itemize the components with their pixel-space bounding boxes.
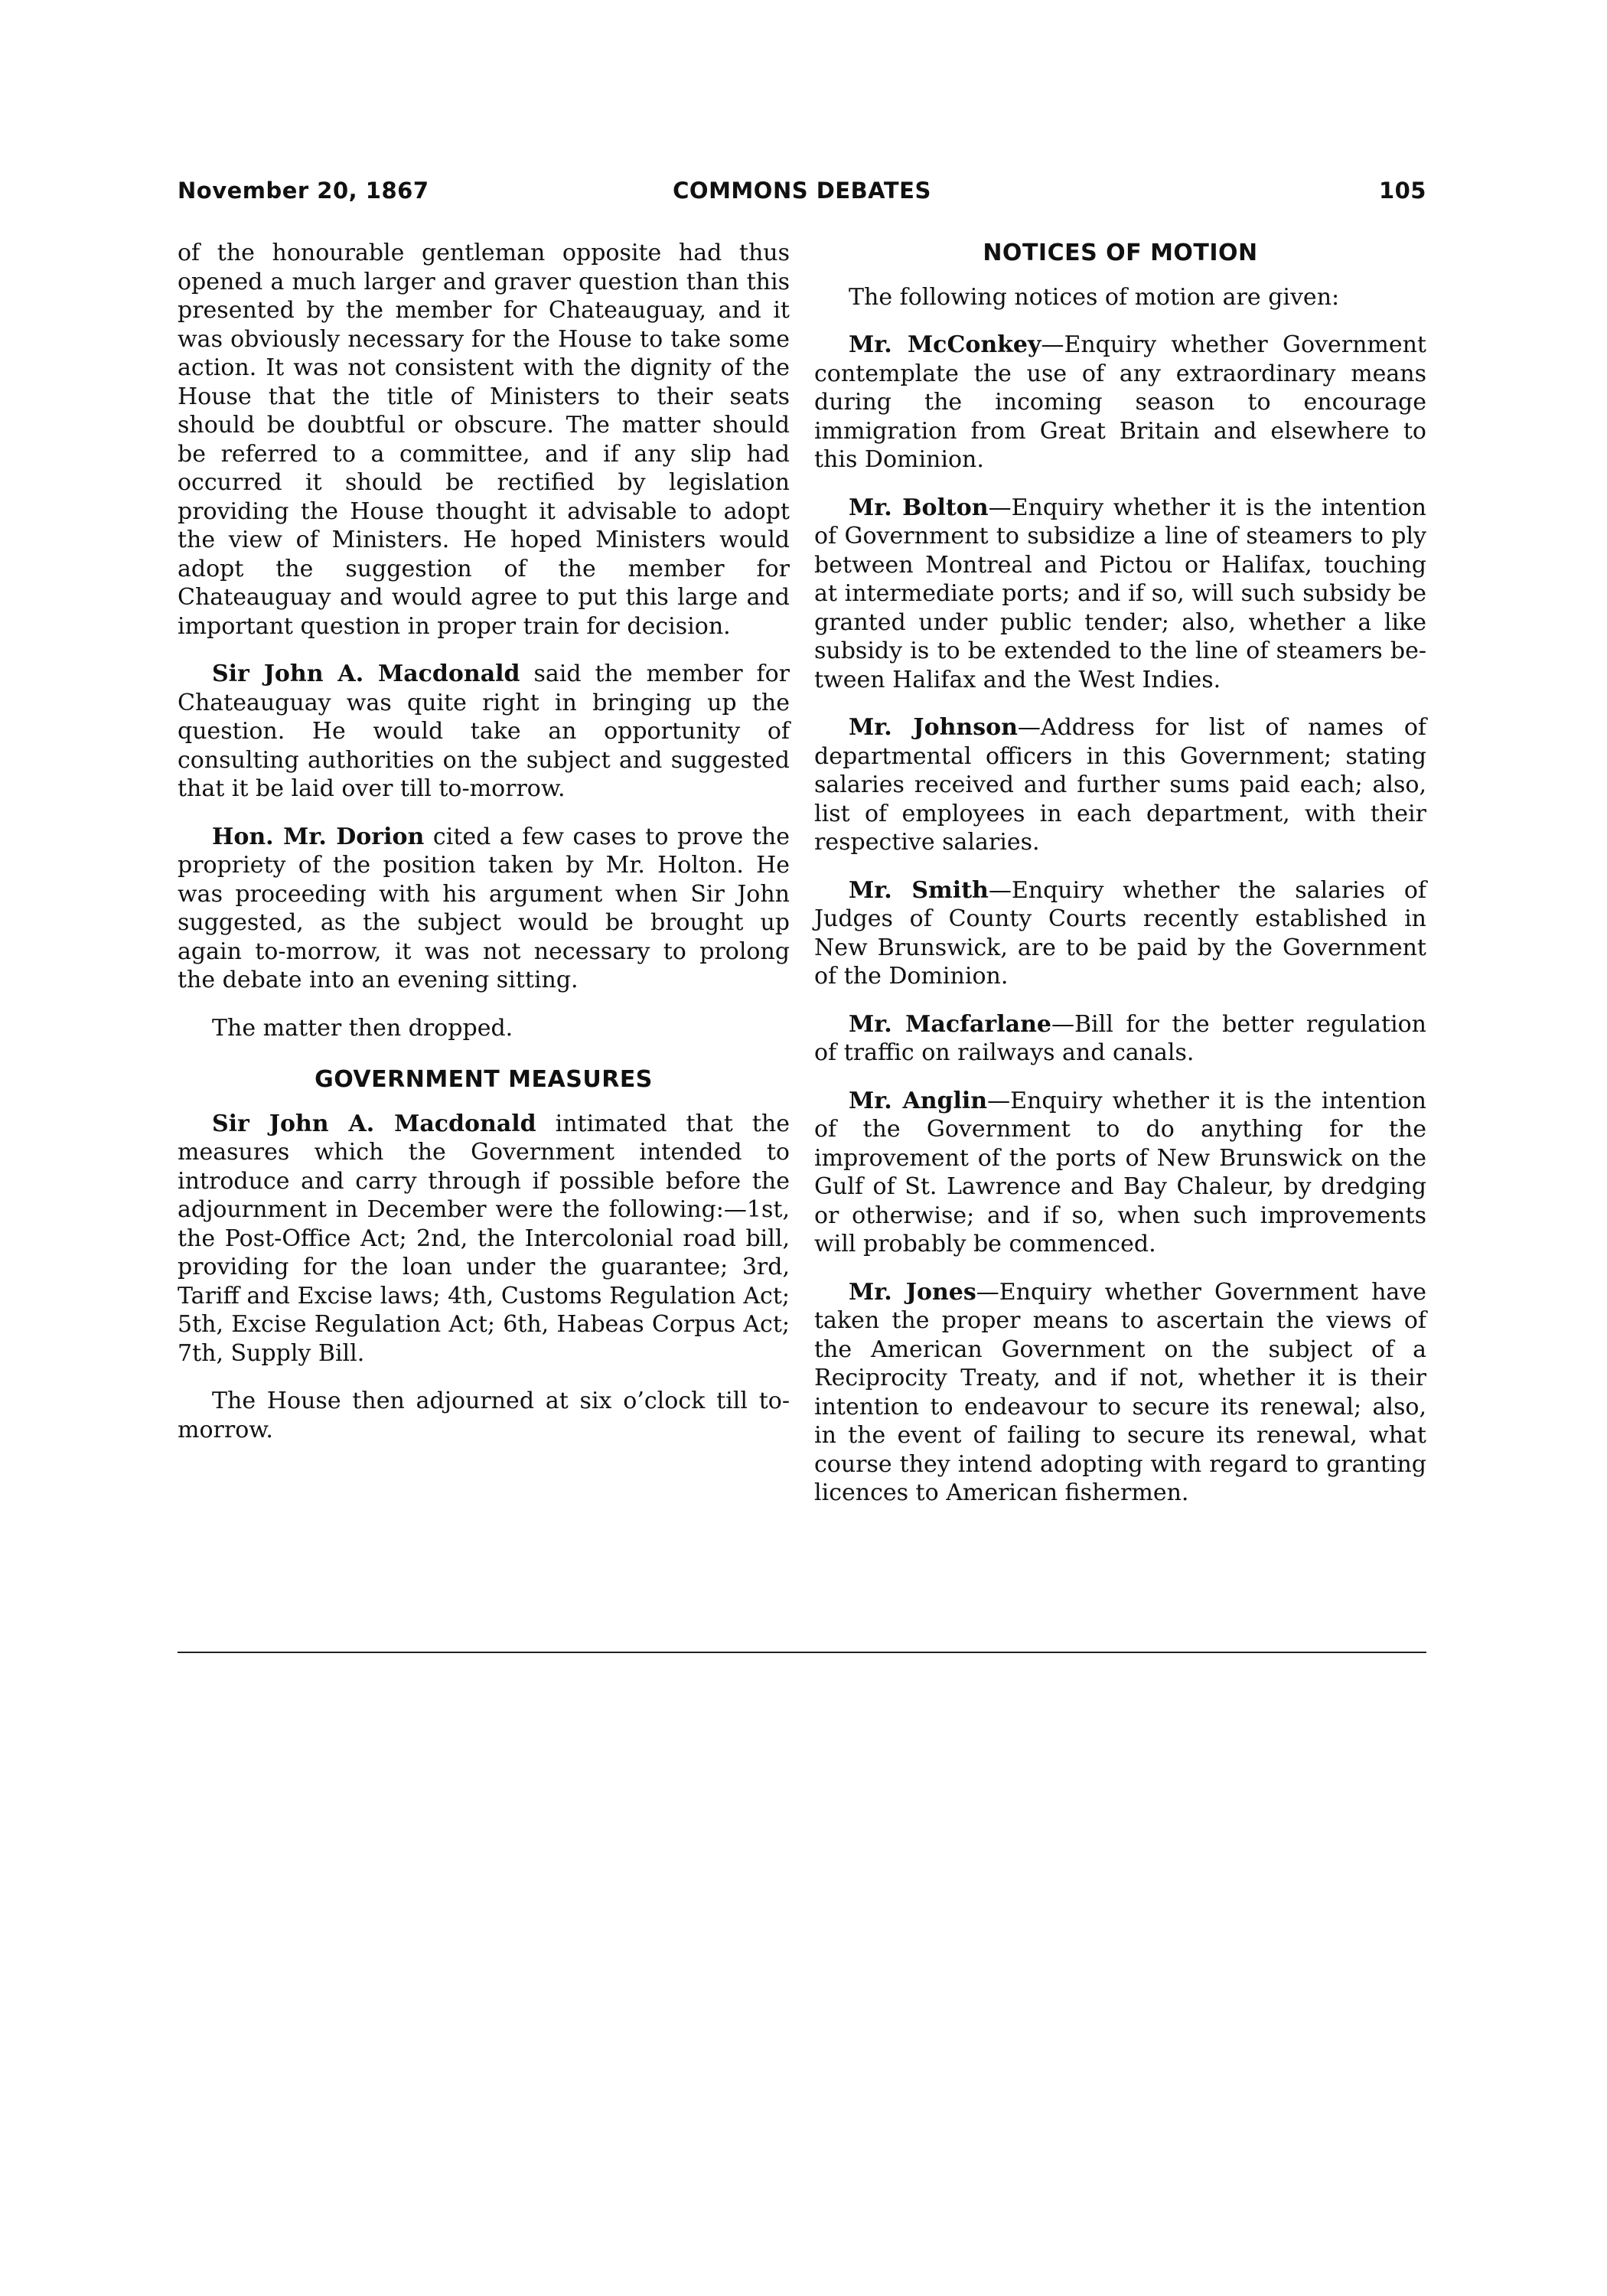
notice-item — [814, 1087, 1426, 1259]
speaker-name: Mr. Bolton — [849, 494, 989, 521]
notice-text: —Enquiry whether it is the intention of Government to subsidize a line of steamers to ply between Montreal and Pictou or Halifax, touching at intermediate ports; and if so, will such subsidy be granted under public tender; also, whether a like subsidy is to be extended to the line of steamers between Halifax and the West Indies. — [814, 494, 1426, 693]
speaker-name: Mr. Anglin — [849, 1087, 988, 1114]
notices-intro: The following notices of motion are given: — [849, 283, 1340, 311]
notice-item — [814, 1010, 1426, 1068]
speaker-name: Mr. Johnson — [849, 714, 1018, 741]
speaker-name: Hon. Mr. Dorion — [212, 823, 425, 850]
bottom-rule — [178, 1652, 1426, 1653]
paragraph-text: said the member for Chateauguay was quite right in bringing up the question. He would take an opportunity of consulting authorities on the subject and suggested that it be laid over till to-morrow. — [178, 660, 790, 802]
notice-text: —Bill for the better regulation of traffic on railways and canals. — [814, 1010, 1426, 1066]
notice-item — [814, 713, 1426, 857]
page-number: 105 — [1378, 178, 1426, 204]
left-column — [178, 239, 790, 1463]
notice-text: —Enquiry whether Government have taken the proper means to ascertain the views of the American Government on the subject of a Reciprocity Treaty, and if not, whether it is their intention to endeavour to secure its renewal; also, in the event of failing to secure its renewal, what course they intend adopting with regard to granting licences to American fishermen. — [814, 1278, 1427, 1506]
notice-item — [814, 876, 1426, 991]
paragraph-adjourned: The House then adjourned at six o’clock till to-morrow. — [178, 1388, 790, 1443]
notice-item — [814, 331, 1426, 475]
notice-text: —Enquiry whether it is the intention of the Government to do anything for the improvement of the ports of New Brunswick on the Gulf of St. Lawrence and Bay Chaleur, by dredging or otherwise; and if so, when such improvements will probably be commenced. — [814, 1087, 1426, 1257]
speaker-name: Sir John A. Macdonald — [212, 660, 520, 687]
speaker-name: Mr. Jones — [849, 1278, 976, 1306]
speaker-name: Mr. Macfarlane — [849, 1010, 1051, 1038]
header-date: November 20, 1867 — [178, 178, 429, 204]
speaker-name: Mr. McConkey — [849, 331, 1041, 358]
paragraph-government-measures — [178, 1110, 790, 1368]
paragraph-macdonald-reply — [178, 660, 790, 804]
paragraph-text: cited a few cases to prove the propriety of the position taken by Mr. Holton. He was proceeding with his argument when Sir John suggested, as the subject would be brought up again to-morrow, it was not necessary to prolong the debate into an evening sitting. — [178, 823, 790, 993]
speaker-name: Sir John A. Macdonald — [212, 1110, 536, 1137]
paragraph-matter-dropped: The matter then dropped. — [212, 1014, 513, 1042]
notice-text: —Address for list of names of departmental officers in this Government; stating salaries received and further sums paid each; also, list of employees in each department, with their respective salaries. — [814, 714, 1427, 856]
speaker-name: Mr. Smith — [849, 876, 989, 904]
section-heading-notices-of-motion: NOTICES OF MOTION — [983, 240, 1258, 266]
running-header — [178, 178, 1426, 208]
notice-text: —Enquiry whether the salaries of Judges of County Courts recently established in New Brunswick, are to be paid by the Government of the Dominion. — [814, 876, 1426, 990]
notice-text: —Enquiry whether Government contemplate the use of any extraordinary means during the incoming season to encourage immigration from Great Britain and elsewhere to this Dominion. — [814, 331, 1426, 473]
notice-item — [814, 1278, 1426, 1508]
section-heading-government-measures: GOVERNMENT MEASURES — [315, 1066, 653, 1093]
right-column — [814, 239, 1426, 1527]
paragraph-dorion — [178, 823, 790, 995]
paragraph-text: intimated that the measures which the Government intended to introduce and carry through if possible before the adjournment in December were the following:—1st, the Post-Office Act; 2nd, the Intercolonial road bill, providing for the loan under the guarantee; 3rd, Tariff and Excise laws; 4th, Customs Regulation Act; 5th, Excise Regulation Act; 6th, Habeas Corpus Act; 7th, Supply Bill. — [178, 1110, 790, 1367]
paragraph-continuation: of the honourable gentleman opposite had thus opened a much larger and graver question than this presented by the member for Chateauguay, and it was obviously necessary for the House to take some action. It was not consistent with the dignity of the House that the title of Ministers to their seats should be doubtful or obscure. The matter should be referred to a committee, and if any slip had occurred it should be rectified by legislation providing the House thought it advisable to adopt the view of Ministers. He hoped Ministers would adopt the suggestion of the member for Chateauguay and would agree to put this large and important question in proper train for decision. — [178, 240, 790, 640]
header-title: COMMONS DEBATES — [673, 178, 931, 204]
notice-item — [814, 494, 1426, 695]
